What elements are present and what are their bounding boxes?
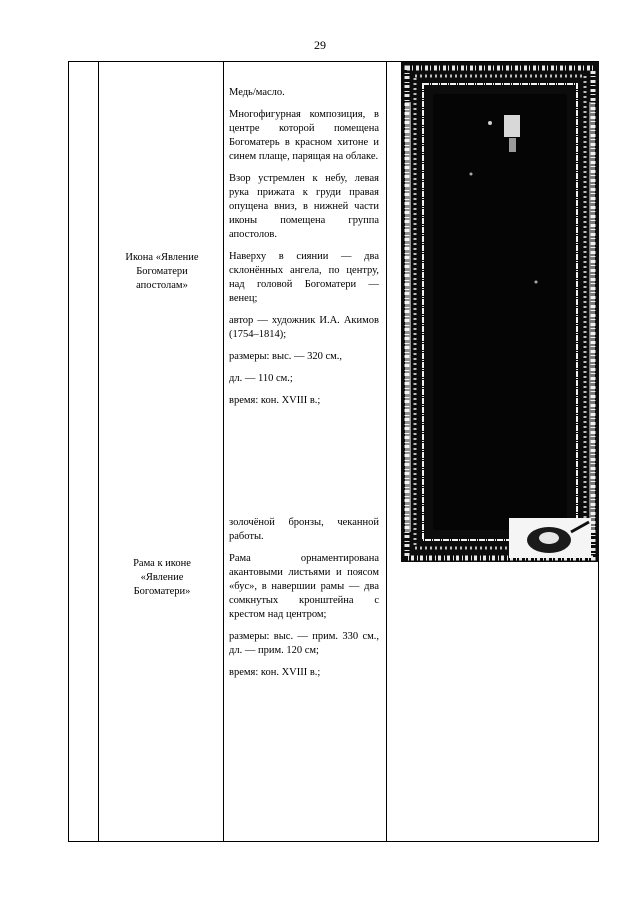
item-description-frame [229,516,379,688]
description-paragraph: размеры: выс. — прим. 330 см., дл. — прим. 120 см; [229,631,379,656]
description-paragraph: время: кон. XVIII в.; [229,395,321,406]
item-name-frame: Рама к иконе «Явление Богоматери» [133,558,191,597]
description-paragraph: Медь/масло. [229,87,285,98]
column-divider [223,62,224,841]
column-divider [98,62,99,841]
description-paragraph: дл. — 110 см.; [229,373,293,384]
description-paragraph: Взор устремлен к небу, левая рука прижата к груди правая опущена вниз, в нижней части иконы помещена группа апостолов. [229,173,379,240]
icon-frame-photo [401,62,599,562]
page-number: 29 [314,38,326,52]
description-paragraph: время: кон. XVIII в.; [229,667,321,678]
description-paragraph: автор — художник И.А. Акимов (1754–1814); [229,315,379,340]
item-description-icon [229,86,379,416]
description-paragraph: золочёной бронзы, чеканной работы. [229,517,379,542]
description-paragraph: Рама орнаментирована акантовыми листьями и поясом «бус», в навершии рамы — два сомкнутых кронштейна с крестом над центром; [229,553,379,620]
item-name-icon: Икона «Явление Богоматери апостолам» [125,252,199,291]
description-paragraph: размеры: выс. — 320 см., [229,351,343,362]
description-paragraph: Наверху в сиянии — два склонённых ангела, по центру, над головой Богоматери — венец; [229,251,379,304]
description-paragraph: Многофигурная композиция, в центре которой помещена Богоматерь в красном хитоне и синем плаще, парящая на облаке. [229,109,379,162]
column-divider [386,62,387,841]
